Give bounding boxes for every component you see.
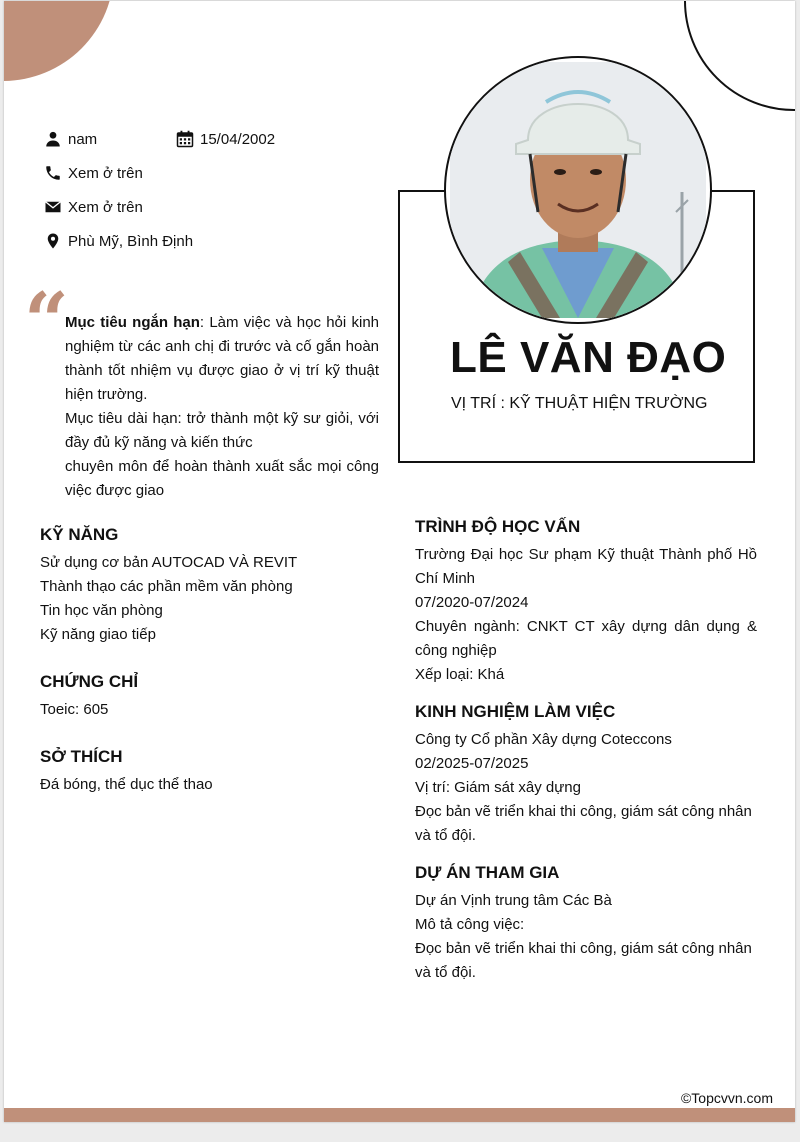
experience-role: Vị trí: Giám sát xây dựng (415, 779, 581, 796)
experience-company: Công ty Cổ phần Xây dựng Coteccons (415, 731, 672, 748)
short-term-label: Mục tiêu ngắn hạn (65, 314, 200, 331)
experience-body (415, 728, 757, 848)
education-period: 07/2020-07/2024 (415, 594, 529, 611)
project-desc-label: Mô tả công việc: (415, 916, 525, 933)
list-item: Đá bóng, thể dục thể thao (40, 776, 213, 793)
phone-row (44, 164, 143, 182)
location-icon (44, 232, 62, 250)
career-objective (65, 311, 379, 503)
profile-photo (444, 56, 712, 324)
education-grade: Xếp loại: Khá (415, 666, 505, 683)
calendar-icon (176, 130, 194, 148)
list-item: Toeic: 605 (40, 701, 109, 718)
projects-body (415, 889, 757, 985)
list-item: Tin học văn phòng (40, 602, 163, 619)
projects-title: DỰ ÁN THAM GIA (415, 863, 560, 882)
certificates-list (40, 698, 380, 722)
position-title: VỊ TRÍ : KỸ THUẬT HIỆN TRƯỜNG (451, 395, 708, 412)
hobbies-title: SỞ THÍCH (40, 747, 123, 766)
project-name: Dự án Vịnh trung tâm Các Bà (415, 892, 612, 909)
full-name: LÊ VĂN ĐẠO (450, 333, 727, 382)
skills-list (40, 551, 380, 647)
short-term-text: : Làm việc và học hỏi kinh nghiệm từ các anh chị đi trước và cố gắn hoàn thành tốt nhiệm vụ được giao ở vị trí kỹ thuật hiện trường. (65, 314, 379, 403)
education-school: Trường Đại học Sư phạm Kỹ thuật Thành phố Hồ Chí Minh (415, 546, 757, 587)
birthdate-value: 15/04/2002 (200, 130, 276, 148)
email-value: Xem ở trên (68, 198, 143, 216)
education-body (415, 543, 757, 687)
long-term-line1: Mục tiêu dài hạn: trở thành một kỹ sư giỏi, với đầy đủ kỹ năng và kiến thức (65, 410, 379, 451)
gender-value: nam (68, 130, 98, 148)
email-row (44, 198, 143, 216)
bottom-accent-bar (4, 1108, 795, 1122)
cv-page (4, 1, 795, 1122)
gender-row (44, 130, 97, 148)
education-major: Chuyên ngành: CNKT CT xây dựng dân dụng & công nghiệp (415, 618, 757, 659)
education-title: TRÌNH ĐỘ HỌC VẤN (415, 517, 581, 536)
address-value: Phù Mỹ, Bình Định (68, 232, 194, 250)
quote-icon: “ (24, 276, 69, 367)
certificates-title: CHỨNG CHỈ (40, 672, 139, 691)
phone-value: Xem ở trên (68, 164, 143, 182)
avatar-illustration (450, 62, 706, 318)
skills-title: KỸ NĂNG (40, 525, 119, 544)
address-row (44, 232, 193, 250)
experience-period: 02/2025-07/2025 (415, 755, 529, 772)
list-item: Kỹ năng giao tiếp (40, 626, 156, 643)
person-icon (44, 130, 62, 148)
long-term-line2: chuyên môn để hoàn thành xuất sắc mọi công việc được giao (65, 458, 379, 499)
experience-desc: Đọc bản vẽ triển khai thi công, giám sát công nhân và tổ đội. (415, 803, 752, 844)
list-item: Sử dụng cơ bản AUTOCAD VÀ REVIT (40, 554, 298, 571)
phone-icon (44, 164, 62, 182)
birthdate-row (176, 130, 275, 148)
decor-circle-top-left (4, 1, 114, 81)
list-item: Thành thạo các phần mềm văn phòng (40, 578, 293, 595)
hobbies-list (40, 773, 380, 797)
copyright-text: ©Topcvvn.com (680, 1090, 773, 1106)
project-desc: Đọc bản vẽ triển khai thi công, giám sát công nhân và tổ đội. (415, 940, 752, 981)
mail-icon (44, 198, 62, 216)
experience-title: KINH NGHIỆM LÀM VIỆC (415, 702, 616, 721)
